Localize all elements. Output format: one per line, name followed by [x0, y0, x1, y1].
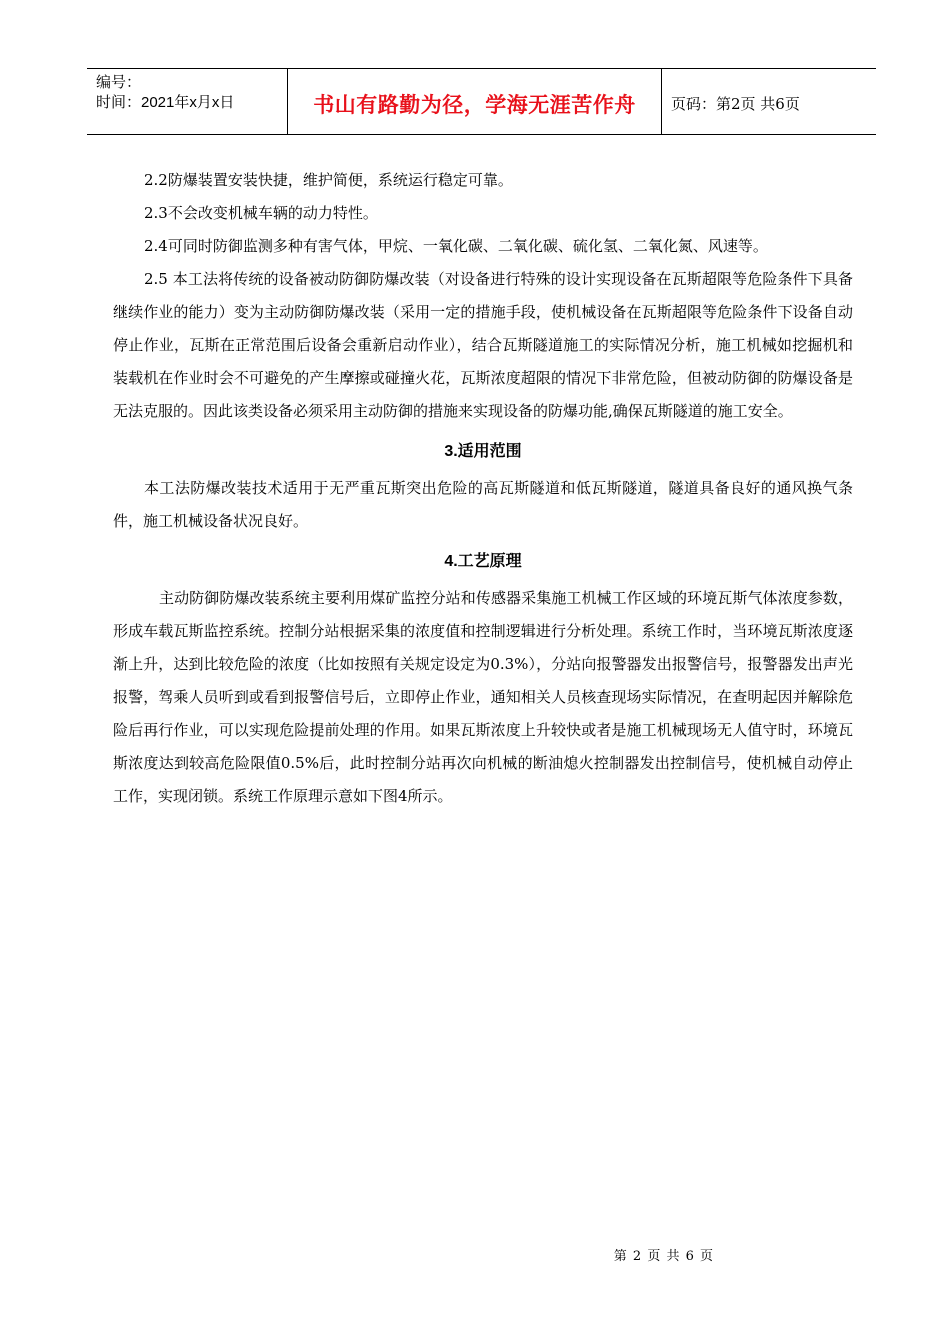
header-page-label: 页码：第2页 共6页 — [671, 95, 800, 113]
section-3-text: 本工法防爆改装技术适用于无严重瓦斯突出危险的高瓦斯隧道和低瓦斯隧道，隧道具备良好的通风换气条件，施工机械设备状况良好。 — [113, 479, 853, 530]
paragraph-2-3: 2.3不会改变机械车辆的动力特性。 — [144, 204, 378, 222]
page-footer — [0, 1245, 950, 1264]
header-meta — [87, 69, 288, 134]
paragraph-2-4: 2.4可同时防御监测多种有害气体，甲烷、一氧化碳、二氧化碳、硫化氢、二氧化氮、风速等。 — [144, 237, 768, 255]
paragraph-2-5: 2.5 本工法将传统的设备被动防御防爆改装（对设备进行特殊的设计实现设备在瓦斯超限等危险条件下具备继续作业的能力）变为主动防御防爆改装（采用一定的措施手段，使机械设备在瓦斯超限等危险条件下设备自动停止作业，瓦斯在正常范围后设备会重新启动作业），结合瓦斯隧道施工的实际情况分析，施工机械如挖掘机和装载机在作业时会不可避免的产生摩擦或碰撞火花，瓦斯浓度超限的情况下非常危险，但被动防御的防爆设备是无法克服的。因此该类设备必须采用主动防御的措施来实现设备的防爆功能,确保瓦斯隧道的施工安全。 — [113, 270, 853, 420]
header-motto: 书山有路勤为径，学海无涯苦作舟 — [288, 69, 662, 134]
section-4-text: 主动防御防爆改装系统主要利用煤矿监控分站和传感器采集施工机械工作区域的环境瓦斯气体浓度参数，形成车载瓦斯监控系统。控制分站根据采集的浓度值和控制逻辑进行分析处理。系统工作时，当环境瓦斯浓度逐渐上升，达到比较危险的浓度（比如按照有关规定设定为0.3%），分站向报警器发出报警信号，报警器发出声光报警，驾乘人员听到或看到报警信号后，立即停止作业，通知相关人员核查现场实际情况，在查明起因并解除危险后再行作业，可以实现危险提前处理的作用。如果瓦斯浓度上升较快或者是施工机械现场无人值守时，环境瓦斯浓度达到较高危险限值0.5%后，此时控制分站再次向机械的断油熄火控制器发出控制信号，使机械自动停止工作，实现闭锁。系统工作原理示意如下图4所示。 — [113, 589, 853, 805]
section-3-heading: 3.适用范围 — [444, 443, 522, 460]
page-header — [87, 68, 876, 135]
document-body — [113, 164, 853, 813]
time-label: 时间：2021年x月x日 — [96, 94, 235, 111]
paragraph-2-2: 2.2防爆装置安装快捷，维护简便，系统运行稳定可靠。 — [144, 171, 513, 189]
section-4-heading: 4.工艺原理 — [444, 553, 522, 570]
footer-page-number: 第 2 页 共 6 页 — [613, 1249, 714, 1264]
serial-label: 编号： — [96, 74, 142, 91]
